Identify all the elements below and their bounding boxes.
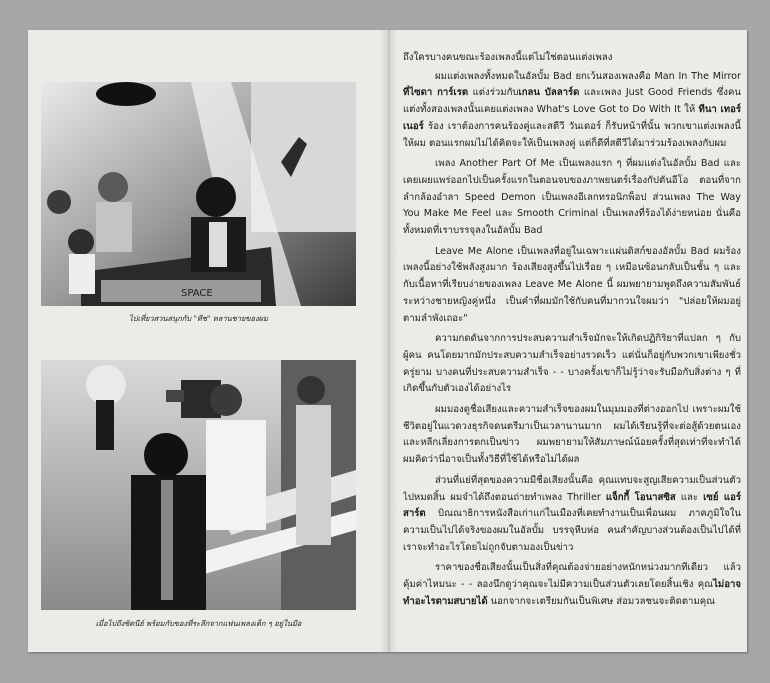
photo-crowd-waving-icon — [41, 82, 356, 306]
photo-amusement-park — [41, 82, 356, 306]
name-jackie-onassis: แจ็กกี้ โอนาสซิส — [605, 491, 676, 503]
name-glen-ballard: เกลน บัลลาร์ด — [518, 87, 580, 99]
paragraph-1-text: และเพลง Just Good Friends ซึ่งคนแต่งทั้งสองเพลงนั้นเคยแต่งเพลง What's Love Got to Do With It ให้ — [403, 87, 741, 116]
paragraph-7 — [403, 560, 741, 610]
paragraph-1-text: แต่งร่วมกับ — [468, 87, 519, 99]
book-spread — [28, 30, 747, 652]
paragraph-7-text: ราคาของชื่อเสียงนั้นเป็นสิ่งที่คุณต้องจ่ายอย่างหนักหน่วงมากทีเดียว แล้วคุ้มค่าไหมนะ - - ลองนึกดูว่าคุณจะไม่มีความเป็นส่วนตัวเลยโดยสิ้นเชิง คุณ — [403, 562, 741, 591]
paragraph-0: ถึงใครบางคนขณะร้องเพลงนี้แต่ไม่ใช่ตอนแต่งเพลง — [403, 52, 613, 63]
photo-arrival-sydney — [41, 360, 356, 610]
photo-airplane-stairs-icon — [41, 360, 356, 610]
paragraph-7-bold: ไม่อาจทำอะไรตามสบายได้ — [403, 579, 741, 607]
paragraph-7-text: นอกจากจะเตรียมกันเป็นพิเศษ ส่อมวลชนจะติดตามคุณ — [487, 595, 716, 607]
name-tina-turner: ทีนา เทอร์เนอร์ — [403, 104, 741, 132]
text-page — [403, 50, 741, 646]
paragraph-1-text: ผมแต่งเพลงทั้งหมดในอัลบั้ม Bad ยกเว้นสองเพลงคือ Man In The Mirror — [435, 70, 741, 82]
svg-text:SPACE: SPACE — [181, 288, 213, 299]
photo-caption-1: ไปเที่ยวสวนสนุกกับ "ทีช" หลานชายของผม — [128, 314, 269, 323]
name-siedah-garrett: ที่ไซดา การ์เรต — [403, 87, 469, 99]
paragraph-4: ความกดดันจากการประสบความสำเร็จมักจะให้เกิดปฏิกิริยาที่แปลก ๆ กับผู้คน คนโดยมากมักประสบความสำเร็จอย่างรวดเร็ว แต่นั่นก็อยู่กับพวกเขาเพียงชั่วครู่ยาม บางคนที่ประสบความสำเร็จ - - บางครั้งเขาก็ไม่รู้ว่าจะรับมือกับสิ่งต่าง ๆ ที่เกิดขึ้นกับตัวเองได้อย่างไร — [403, 333, 741, 395]
name-editor: เซย์ แอร์สาร์ต — [403, 491, 741, 520]
paragraph-6-text: ส่วนที่แย่ที่สุดของความมีชื่อเสียงนั้นคือ คุณแทบจะสูญเสียความเป็นส่วนตัวไปหมดสิ้น ผมจำได้ถึงตอนถ่ายทำเพลง Thriller — [403, 474, 741, 503]
paragraph-3: Leave Me Alone เป็นเพลงที่อยู่ในเฉพาะแผ่นดิสก์ของอัลบั้ม Bad ผมร้องเพลงนี้อย่างใช้พลังสูงมาก ร้องเสียงสูงขึ้นไปเรื่อย ๆ เหมือนซ้อนกลับเป็นชั้น ๆ และกับเนื้อหาที่เรียบง่ายของเพลง Leave Me Alone นี้ ผมพยายามพูดถึงความสัมพันธ์ระหว่างชายหญิงคู่หนึ่ง เป็นคำที่ผมมักใช้กับคนที่มากวนใจผมว่า "ปล่อยให้ผมอยู่ตามลำพังเถอะ" — [403, 245, 741, 324]
paragraph-1-text: ร้อง เราต้องการคนร้องคู่และสตีวี วันเดอร์ ก็รับหน้าที่นั้น พวกเขาแต่งเพลงนี้ให้ผม ตอนแรกผมไม่ได้คิดจะให้เป็นเพลงคู่ แต่ก็ดีที่สตีวีได้มาร่วมร้องเพลงกับผม — [403, 120, 741, 149]
paragraph-2: เพลง Another Part Of Me เป็นเพลงแรก ๆ ที่ผมแต่งในอัลบั้ม Bad และเคยเผยแพร่ออกไปเป็นครั้งแรกในตอนจบของภาพยนตร์เรื่องกัปตันอีโอ ตอนที่จากลำกล้องอำลา Speed Demon เป็นเพลงอีเลกทรอนิกพ็อป ส่วนเพลง The Way You Make Me Feel และ Smooth Criminal เป็นเพลงที่ร้องได้ง่ายหน่อย นั่นคือทั้งหมดที่เราบรรจุลงในอัลบั้ม Bad — [403, 158, 741, 237]
paragraph-6-text: บิณณาธิการหนังสือเก่าแก่ในเมืองที่เคยทำงานเป็นเพื่อนผม ภาคภูมิใจในความเป็นไปได้จริงของผมในอัลบั้ม บรรจุหีบห่อ คนสำคัญบางส่วนต้องเป็นไปได้ที่เราจะทำอะไรโดยไม่ถูกจับตามองเป็นข่าว — [403, 508, 741, 553]
paragraph-6-text: และ — [675, 491, 704, 503]
paragraph-6 — [403, 473, 741, 557]
paragraph-1 — [403, 69, 741, 153]
photo-caption-2: เมื่อไปถึงซิดนีย์ พร้อมกับของที่ระลึกจากแฟนเพลงเด็ก ๆ อยู่ในมือ — [95, 619, 302, 628]
paragraph-5: ผมมองดูชื่อเสียงและความสำเร็จของผมในมุมมองที่ต่างออกไป เพราะผมใช้ชีวิตอยู่ในแวดวงธุรกิจดนตรีมาเป็นเวลานานมาก ผมได้เรียนรู้ที่จะต่อสู้ด้วยตนเอง และหลีกเลี่ยงการตกเป็นข่าว ผมพยายามให้สัมภาษณ์น้อยครั้งที่สุดเท่าที่จะทำได้ ผมคิดว่านี่อาจเป็นทั้งวิธีที่ใช้ได้หรือไม่ได้ผล — [403, 404, 741, 466]
